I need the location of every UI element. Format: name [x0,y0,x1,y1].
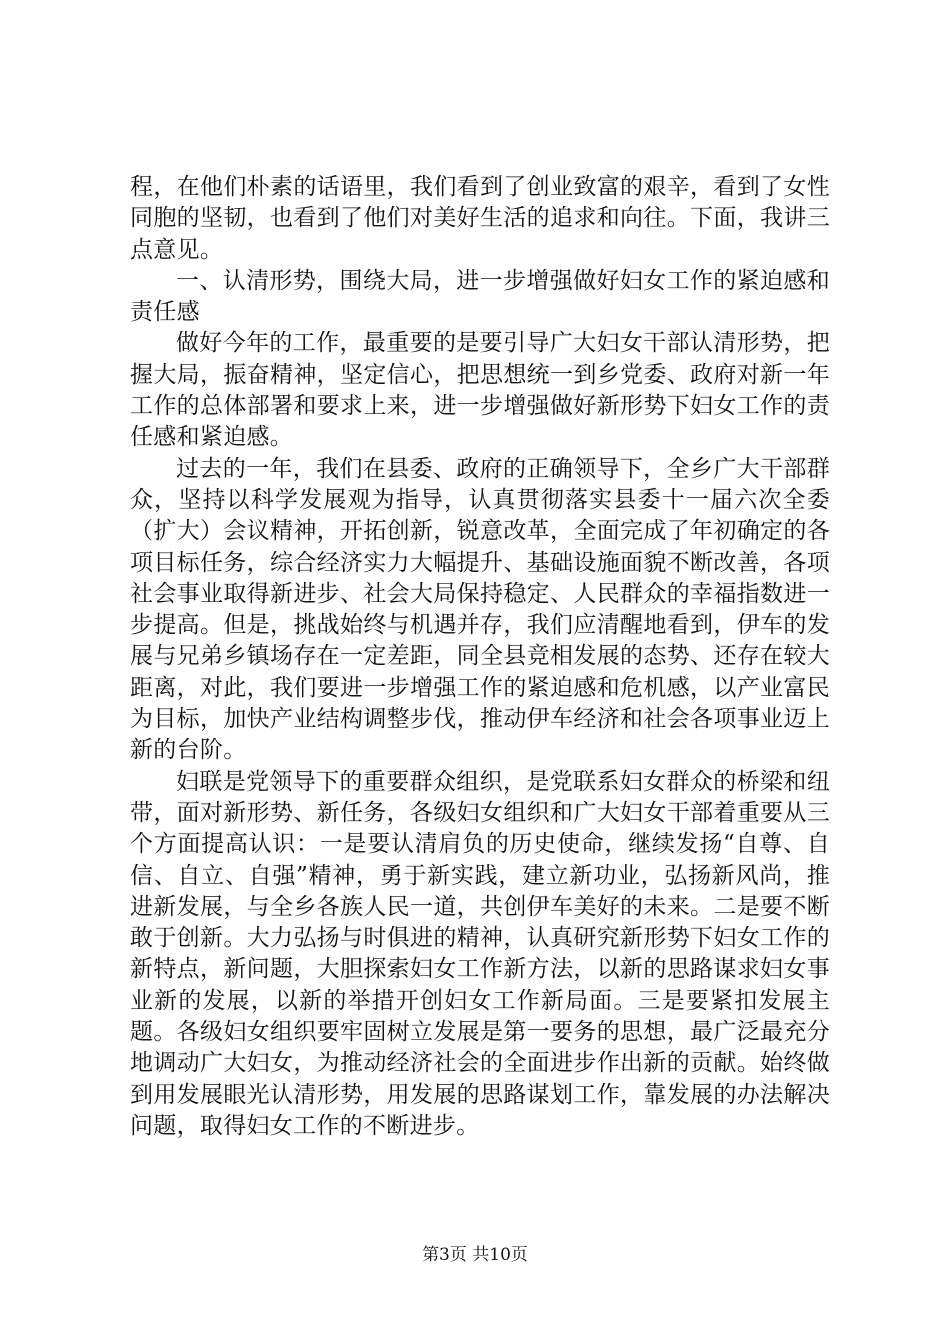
paragraph-continued: 程，在他们朴素的话语里，我们看到了创业致富的艰辛，看到了女性同胞的坚韧，也看到了他们对美好生活的追求和向往。下面，我讲三点意见。 [130,174,830,263]
paragraph: 做好今年的工作，最重要的是要引导广大妇女干部认清形势，把握大局，振奋精神，坚定信心，把思想统一到乡党委、政府对新一年工作的总体部署和要求上来，进一步增强做好新形势下妇女工作的责任感和紧迫感。 [130,330,830,451]
page-number-footer: 第3页 共10页 [422,1245,528,1265]
paragraph: 过去的一年，我们在县委、政府的正确领导下，全乡广大干部群众，坚持以科学发展观为指导，认真贯彻落实县委十一届六次全委（扩大）会议精神，开拓创新，锐意改革，全面完成了年初确定的各项目标任务，综合经济实力大幅提升、基础设施面貌不断改善，各项社会事业取得新进步、社会大局保持稳定、人民群众的幸福指数进一步提高。但是，挑战始终与机遇并存，我们应清醒地看到，伊车的发展与兄弟乡镇场存在一定差距，同全县竞相发展的态势、还存在较大距离，对此，我们要进一步增强工作的紧迫感和危机感，以产业富民为目标，加快产业结构调整步伐，推动伊车经济和社会各项事业迈上新的台阶。 [130,455,830,764]
section-heading-one: 一、认清形势，围绕大局，进一步增强做好妇女工作的紧迫感和责任感 [130,267,830,326]
paragraph: 妇联是党领导下的重要群众组织，是党联系妇女群众的桥梁和纽带，面对新形势、新任务，各级妇女组织和广大妇女干部着重要从三个方面提高认识：一是要认清肩负的历史使命，继续发扬“自尊、自信、自立、自强”精神，勇于新实践，建立新功业，弘扬新风尚，推进新发展，与全乡各族人民一道，共创伊车美好的未来。二是要不断敢于创新。大力弘扬与时俱进的精神，认真研究新形势下妇女工作的新特点，新问题，大胆探索妇女工作新方法，以新的思路谋求妇女事业新的发展，以新的举措开创妇女工作新局面。三是要紧扣发展主题。各级妇女组织要牢固树立发展是第一要务的思想，最广泛最充分地调动广大妇女，为推动经济社会的全面进步作出新的贡献。始终做到用发展眼光认清形势，用发展的思路谋划工作，靠发展的办法解决问题，取得妇女工作的不断进步。 [130,768,830,1139]
document-body [130,172,830,1142]
